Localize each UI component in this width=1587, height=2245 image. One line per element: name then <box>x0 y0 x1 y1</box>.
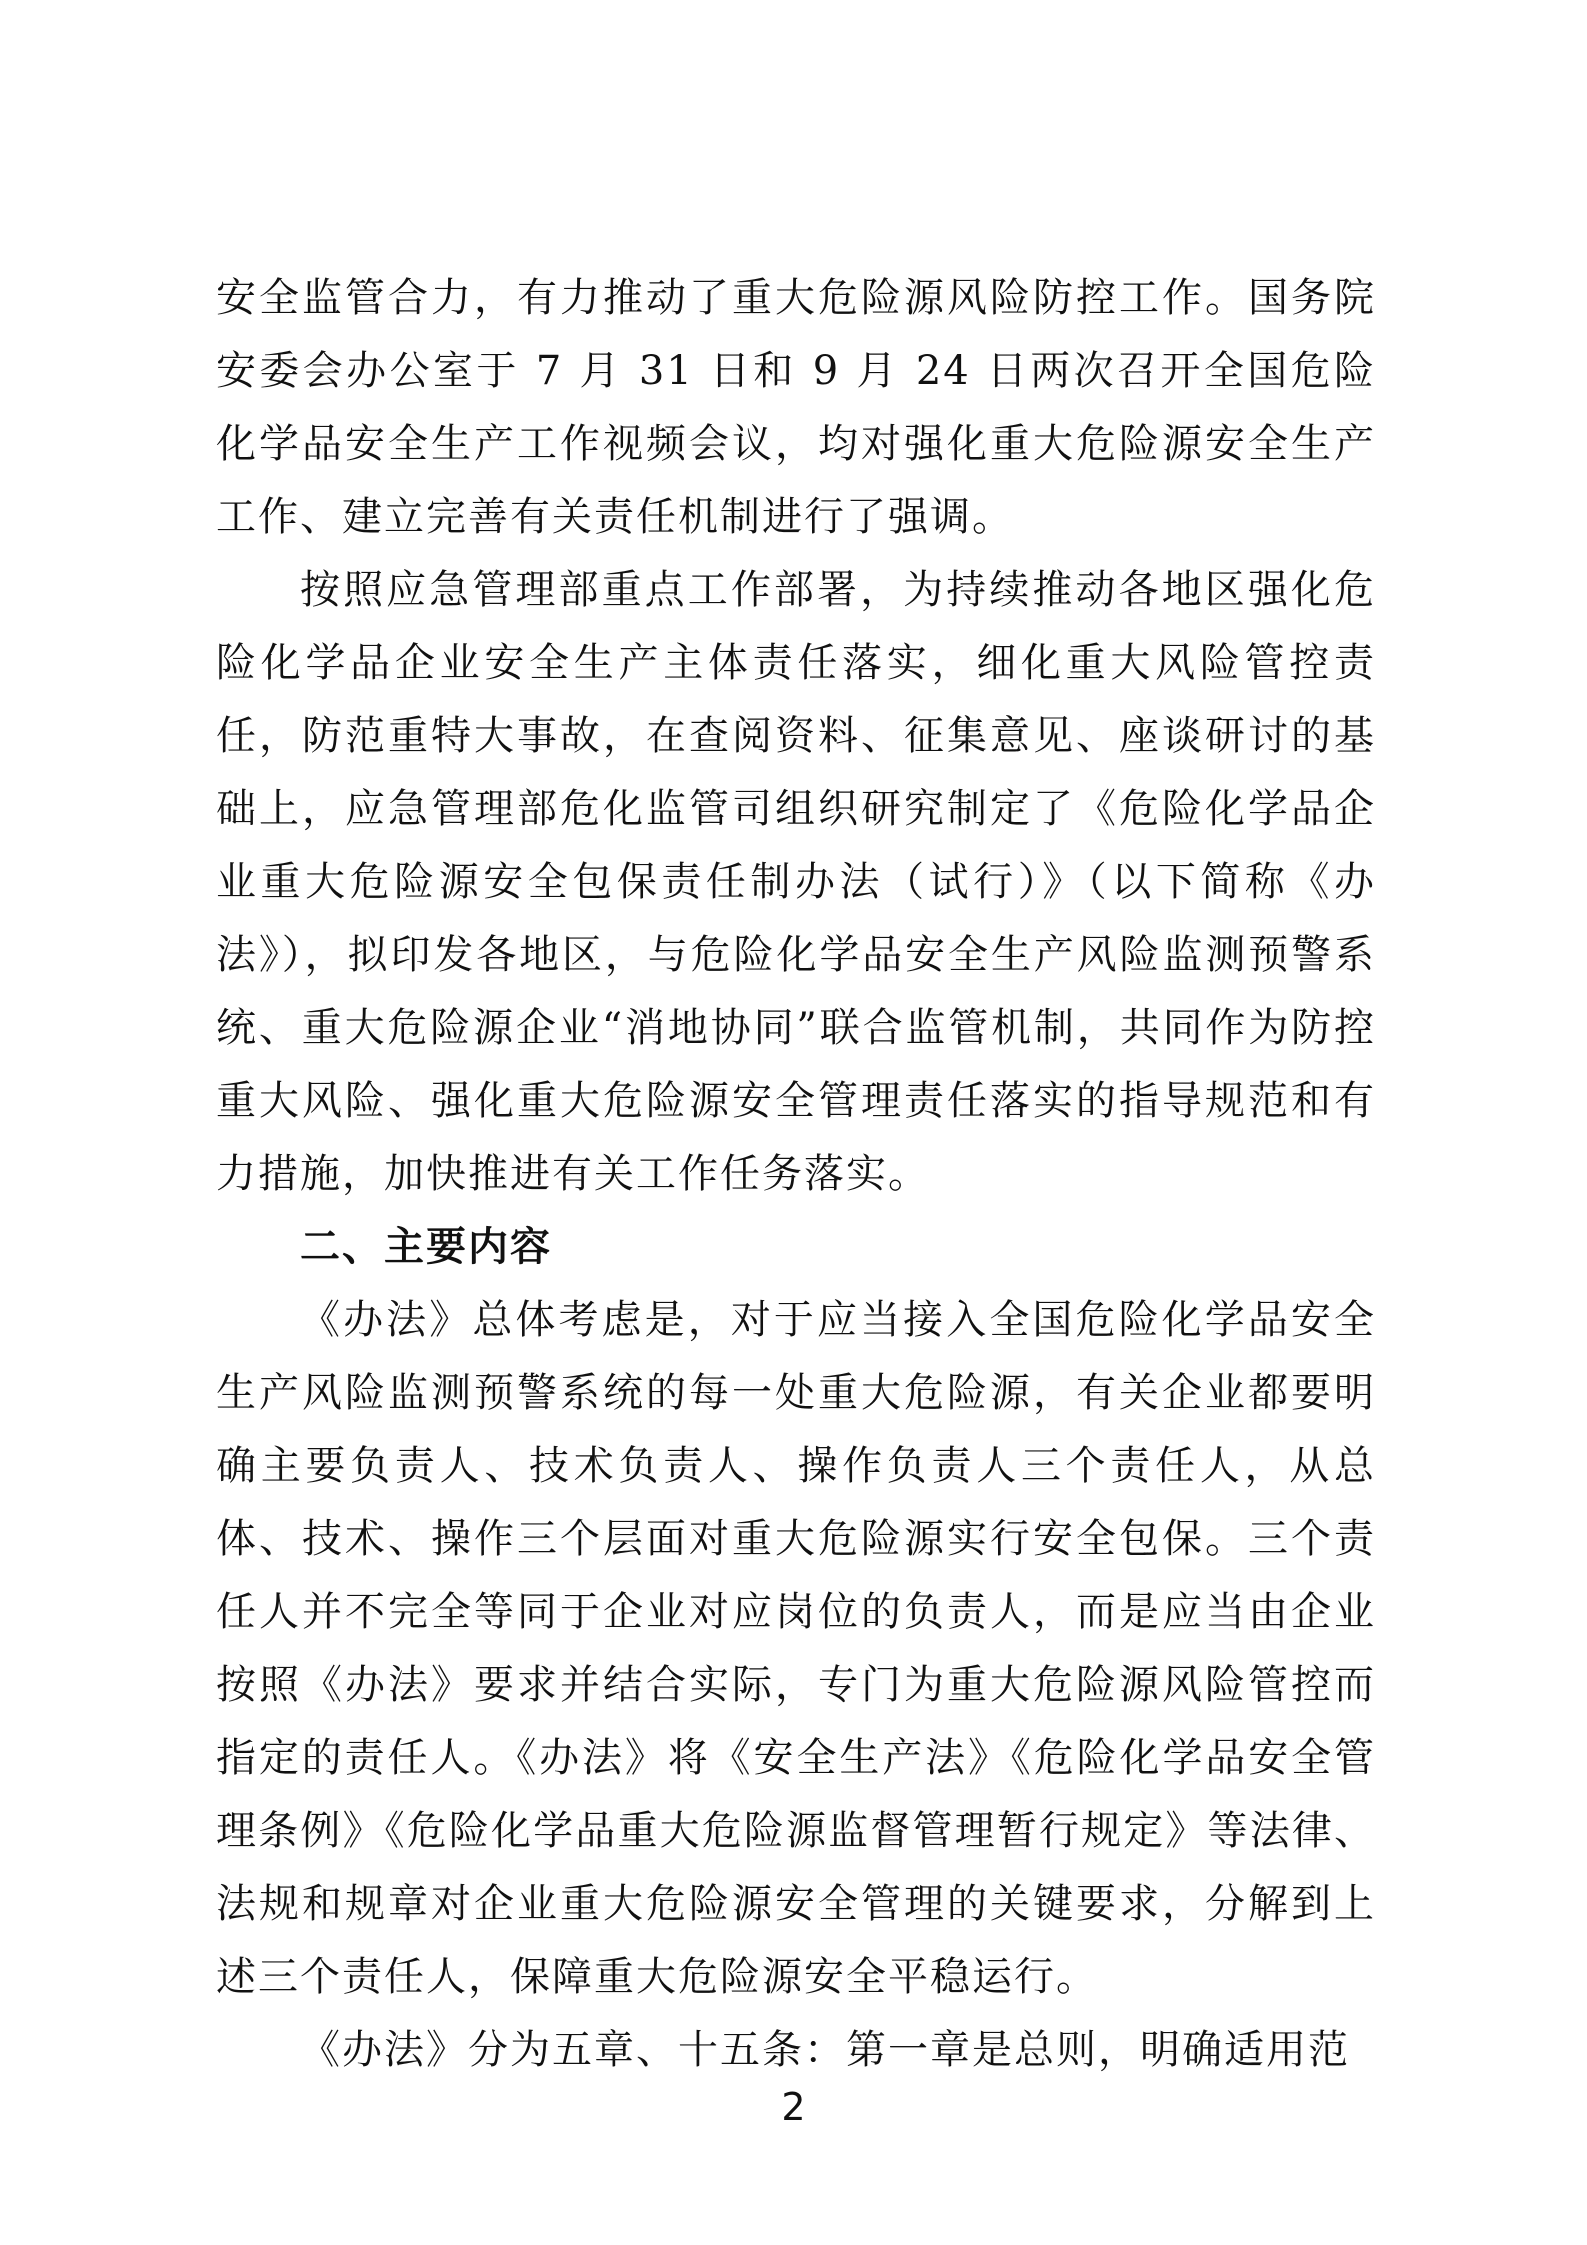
document-body <box>216 262 1376 2087</box>
paragraph-continuation: 安全监管合力，有力推动了重大危险源风险防控工作。国务院安委会办公室于 7 月 31 日和 9 月 24 日两次召开全国危险化学品安全生产工作视频会议，均对强化重大危险源安全生产工作、建立完善有关责任机制进行了强调。 <box>216 275 1376 540</box>
page-number: 2 <box>781 2085 806 2129</box>
paragraph-overview: 《办法》总体考虑是，对于应当接入全国危险化学品安全生产风险监测预警系统的每一处重大危险源，有关企业都要明确主要负责人、技术负责人、操作负责人三个责任人，从总体、技术、操作三个层面对重大危险源实行安全包保。三个责任人并不完全等同于企业对应岗位的负责人，而是应当由企业按照《办法》要求并结合实际，专门为重大危险源风险管控而指定的责任人。《办法》将《安全生产法》《危险化学品安全管理条例》《危险化学品重大危险源监督管理暂行规定》等法律、法规和规章对企业重大危险源安全管理的关键要求，分解到上述三个责任人，保障重大危险源安全平稳运行。 <box>216 1297 1376 2000</box>
paragraph-structure: 《办法》分为五章、十五条：第一章是总则，明确适用范 <box>300 2027 1350 2073</box>
paragraph-background: 按照应急管理部重点工作部署，为持续推动各地区强化危险化学品企业安全生产主体责任落实，细化重大风险管控责任，防范重特大事故，在查阅资料、征集意见、座谈研讨的基础上，应急管理部危化监管司组织研究制定了《危险化学品企业重大危险源安全包保责任制办法（试行）》（以下简称《办法》），拟印发各地区，与危险化学品安全生产风险监测预警系统、重大危险源企业“消地协同”联合监管机制，共同作为防控重大风险、强化重大危险源安全管理责任落实的指导规范和有力措施，加快推进有关工作任务落实。 <box>216 567 1376 1197</box>
section-heading: 二、主要内容 <box>300 1224 552 1270</box>
